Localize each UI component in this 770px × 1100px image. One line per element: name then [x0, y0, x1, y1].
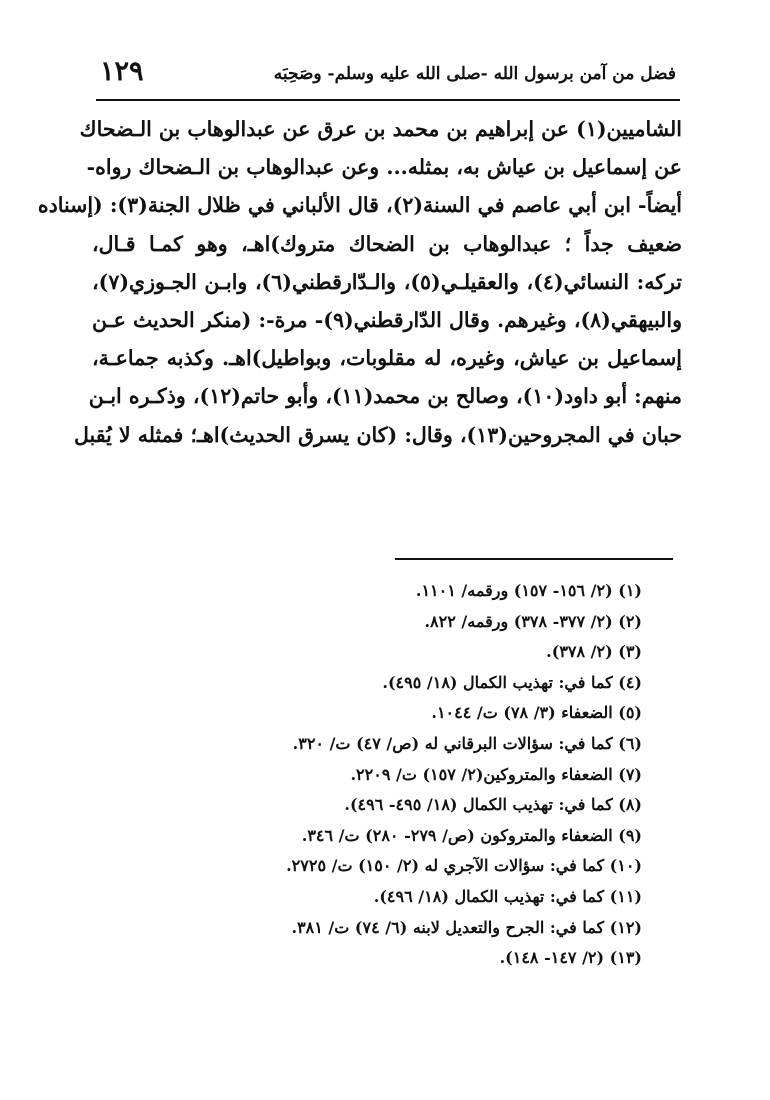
text-line: تركه: النسائي(٤)، والعقيلـي(٥)، والـدّارقطني(٦)، وابـن الجـوزي(٧)،: [92, 269, 683, 294]
footnote: (١٢) كما في: الجرح والتعديل لابنه (٦/ ٧٤) ت/ ٣٨١.: [291, 917, 642, 937]
footnote: (٢) (٢/ ٣٧٧- ٣٧٨) ورقمه/ ٨٢٢.: [424, 611, 642, 631]
text-line: أيضاً- ابن أبي عاصم في السنة(٢)، قال الألباني في ظلال الجنة(٣): (إسناده: [37, 193, 682, 218]
header-rule: [96, 99, 680, 101]
text-line: والبيهقي(٨)، وغيرهم. وقال الدّارقطني(٩)- مرة-: (منكر الحديث عـن: [91, 308, 682, 333]
text-line: ضعيف جداً ؛ عبدالوهاب بن الضحاك متروك)اهـ، وهو كمـا قـال،: [92, 231, 682, 256]
footnote: (٥) الضعفاء (٣/ ٧٨) ت/ ١٠٤٤.: [431, 703, 642, 723]
text-line: إسماعيل بن عياش، وغيره، له مقلوبات، وبواطيل)اهـ. وكذبه جماعـة،: [92, 346, 682, 371]
text-line: منهم: أبو داود(١٠)، وصالح بن محمد(١١)، وأبو حاتم(١٢)، وذكـره ابـن: [88, 384, 682, 409]
main-text: [37, 110, 683, 454]
footnote: (٩) الضعفاء والمتروكون (ص/ ٢٧٩- ٢٨٠) ت/ ٣٤٦.: [301, 825, 642, 845]
text-line: عن إسماعيل بن عياش به، بمثله... وعن عبدالوهاب بن الـضحاك رواه-: [86, 155, 682, 180]
footnote: (٨) كما في: تهذيب الكمال (١٨/ ٤٩٥- ٤٩٦).: [344, 795, 642, 815]
footnotes-list: [240, 576, 642, 974]
footnote: (٧) الضعفاء والمتروكين(٢/ ١٥٧) ت/ ٢٢٠٩.: [350, 764, 642, 784]
footnote-separator: [395, 558, 673, 560]
page-number: ١٢٩: [100, 56, 144, 87]
text-line: الشاميين(١) عن إبراهيم بن محمد بن عرق عن عبدالوهاب بن الـضحاك: [79, 117, 682, 141]
footnote: (٤) كما في: تهذيب الكمال (١٨/ ٤٩٥).: [382, 672, 642, 692]
footnote: (١١) كما في: تهذيب الكمال (١٨/ ٤٩٦).: [373, 886, 642, 906]
footnote: (٣) (٢/ ٣٧٨).: [546, 642, 642, 662]
footnote: (١٣) (٢/ ١٤٧- ١٤٨).: [499, 948, 642, 968]
footnote: (١٠) كما في: سؤالات الآجري له (٢/ ١٥٠) ت/ ٢٧٢٥.: [286, 856, 642, 876]
running-title: فضل من آمن برسول الله -صلى الله عليه وسلم- وصَحِبَه: [273, 64, 676, 84]
footnote: (٦) كما في: سؤالات البرقاني له (ص/ ٤٧) ت/ ٣٢٠.: [292, 733, 642, 753]
footnote: (١) (٢/ ١٥٦- ١٥٧) ورقمه/ ١١٠١.: [415, 581, 642, 600]
text-line: حبان في المجروحين(١٣)، وقال: (كان يسرق الحديث)اهـ؛ فمثله لا يُقبل: [73, 422, 682, 447]
page-header: [96, 56, 676, 98]
